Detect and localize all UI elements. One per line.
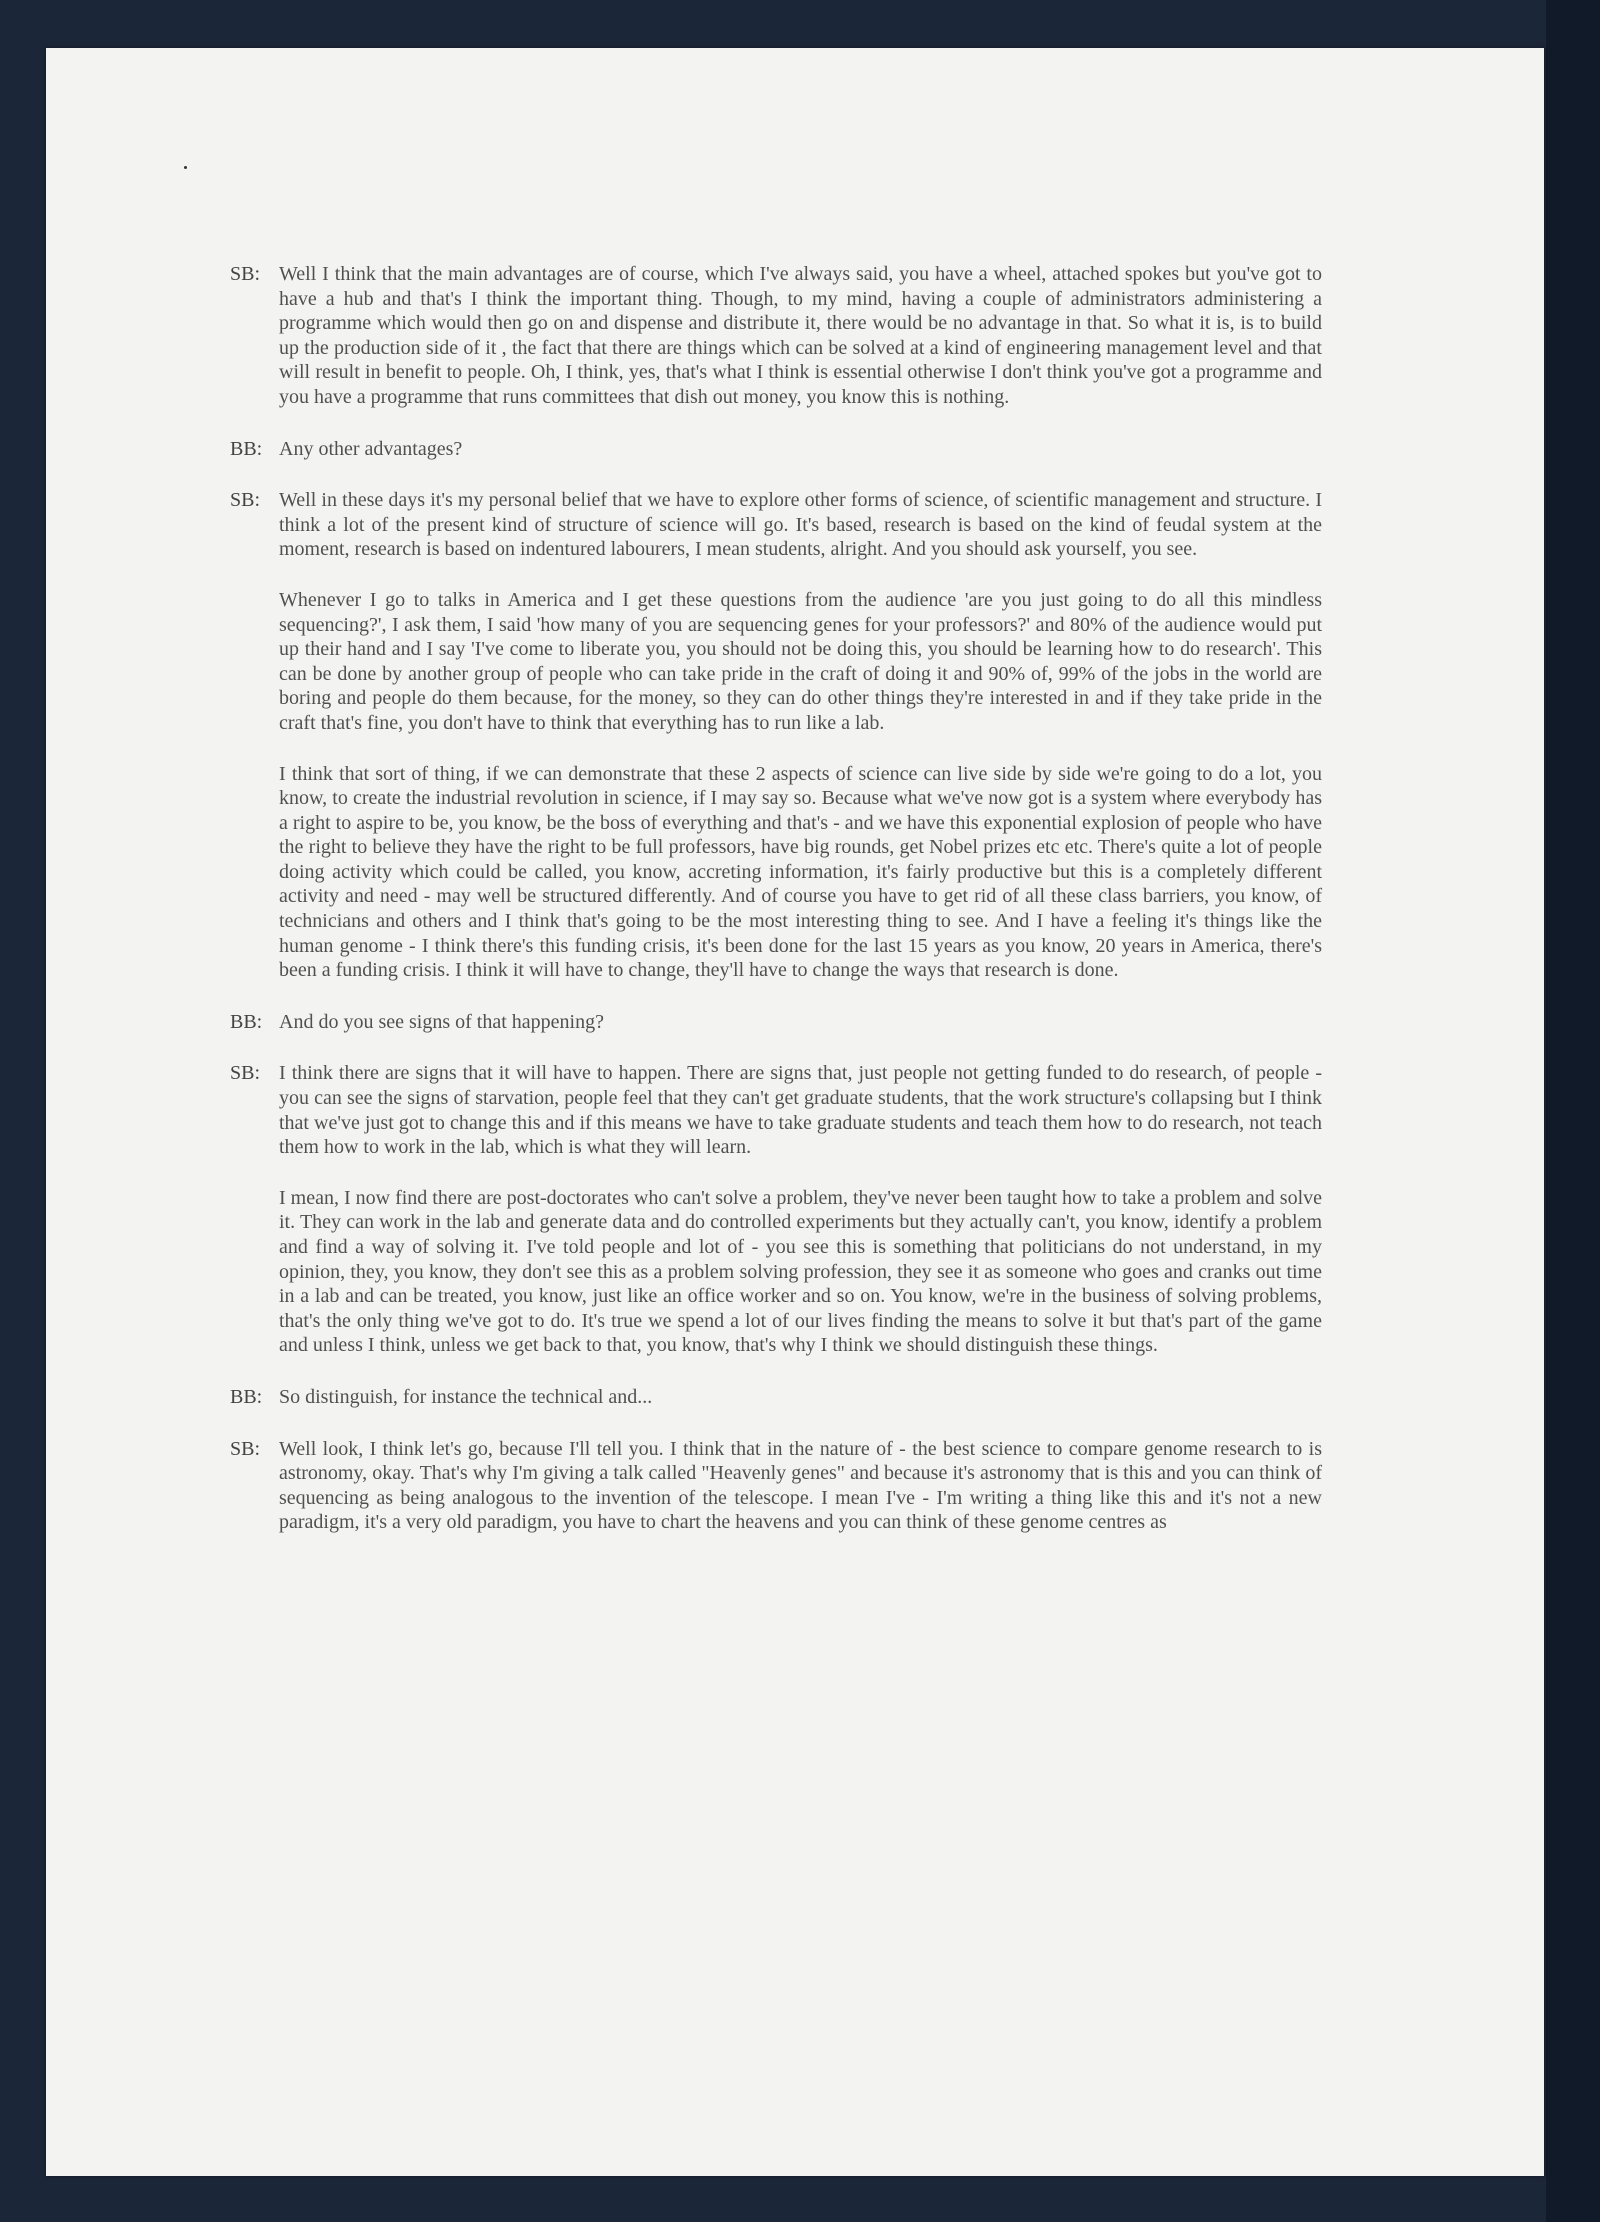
transcript-paragraph: Well look, I think let's go, because I'll tell you. I think that in the nature of - the best science to compare genome research to is astronomy, okay. That's why I'm giving a talk called "Heavenly genes" and because it's astronomy that is this and you can think of sequencing as being analogous to the invention of the telescope. I mean I've - I'm writing a thing like this and it's not a new paradigm, it's a very old paradigm, you have to chart the heavens and you can think of these genome centres as xyxy=(279,1437,1322,1534)
transcript-paragraph: I think there are signs that it will have to happen. There are signs that, just people not getting funded to do research, of people - you can see the signs of starvation, people feel that they can't get graduate students, that the work structure's collapsing but I think that we've just got to change this and if this means we have to take graduate students and teach them how to do research, not teach them how to work in the lab, which is what they will learn. xyxy=(279,1062,1322,1159)
transcript-entry xyxy=(230,1385,1322,1410)
transcript-entry xyxy=(230,1061,1322,1358)
transcript-paragraph: I think that sort of thing, if we can demonstrate that these 2 aspects of science can live side by side we're going to do a lot, you know, to create the industrial revolution in science, if I may say so. Because what we've now got is a system where everybody has a right to aspire to be, you know, be the boss of everything and that's - and we have this exponential explosion of people who have the right to believe they have the right to be full professors, have big rounds, get Nobel prizes etc etc. There's quite a lot of people doing activity which could be called, you know, accreting information, it's fairly productive but this is a completely different activity and need - may well be structured differently. And of course you have to get rid of all these class barriers, you know, of technicians and others and I think that's going to be the most interesting thing to see. And I have a feeling it's things like the human genome - I think there's this funding crisis, it's been done for the last 15 years as you know, 20 years in America, there's been a funding crisis. I think it will have to change, they'll have to change the ways that research is done. xyxy=(279,762,1322,982)
paper-speck xyxy=(184,166,187,169)
speaker-label: BB: xyxy=(230,1385,263,1408)
transcript-entry xyxy=(230,437,1322,462)
transcript-paragraph: So distinguish, for instance the technical and... xyxy=(279,1385,653,1408)
speaker-label: SB: xyxy=(230,1437,261,1460)
transcript-paragraph: And do you see signs of that happening? xyxy=(279,1010,604,1033)
transcript-paragraph: Whenever I go to talks in America and I get these questions from the audience 'are you just going to do all this mindless sequencing?', I ask them, I said 'how many of you are sequencing genes for your professors?' and 80% of the audience would put up their hand and I say 'I've come to liberate you, you should not be doing this, you should be learning how to do research'. This can be done by another group of people who can take pride in the craft of doing it and 90% of, 99% of the jobs in the world are boring and people do them because, for the money, so they can do other things they're interested in and if they take pride in the craft that's fine, you don't have to think that everything has to run like a lab. xyxy=(279,588,1322,734)
transcript-paragraph: Well in these days it's my personal belief that we have to explore other forms of science, of scientific management and structure. I think a lot of the present kind of structure of science will go. It's based, research is based on the kind of feudal system at the moment, research is based on indentured labourers, I mean students, alright. And you should ask yourself, you see. xyxy=(279,489,1322,561)
speaker-label: BB: xyxy=(230,437,263,460)
speaker-label: SB: xyxy=(230,489,261,512)
transcript-paragraph: I mean, I now find there are post-doctorates who can't solve a problem, they've never been taught how to take a problem and solve it. They can work in the lab and generate data and do controlled experiments but they actually can't, you know, identify a problem and find a way of solving it. I've told people and lot of - you see this is something that politicians do not understand, in my opinion, they, you know, they don't see this as a problem solving profession, they see it as someone who goes and cranks out time in a lab and can be treated, you know, just like an office worker and so on. You know, we're in the business of solving problems, that's the only thing we've got to do. It's true we spend a lot of our lives finding the means to solve it but that's part of the game and unless I think, unless we get back to that, you know, that's why I think we should distinguish these things. xyxy=(279,1186,1322,1357)
speaker-label: BB: xyxy=(230,1010,263,1033)
transcript-body xyxy=(230,262,1322,1562)
transcript-entry xyxy=(230,488,1322,983)
transcript-entry xyxy=(230,1010,1322,1035)
transcript-paragraph: Any other advantages? xyxy=(279,437,463,460)
transcript-entry xyxy=(230,262,1322,410)
speaker-label: SB: xyxy=(230,1062,261,1085)
scanner-background-strip xyxy=(1546,0,1600,2222)
transcript-entry xyxy=(230,1437,1322,1535)
speaker-label: SB: xyxy=(230,263,261,285)
transcript-paragraph: Well I think that the main advantages are of course, which I've always said, you have a wheel, attached spokes but you've got to have a hub and that's I think the important thing. Though, to my mind, having a couple of administrators administering a programme which would then go on and dispense and distribute it, there would be no advantage in that. So what it is, is to build up the production side of it , the fact that there are things which can be solved at a kind of engineering management level and that will result in benefit to people. Oh, I think, yes, that's what I think is essential otherwise I don't think you've got a programme and you have a programme that runs committees that dish out money, you know this is nothing. xyxy=(279,263,1322,408)
document-page xyxy=(46,48,1544,2176)
